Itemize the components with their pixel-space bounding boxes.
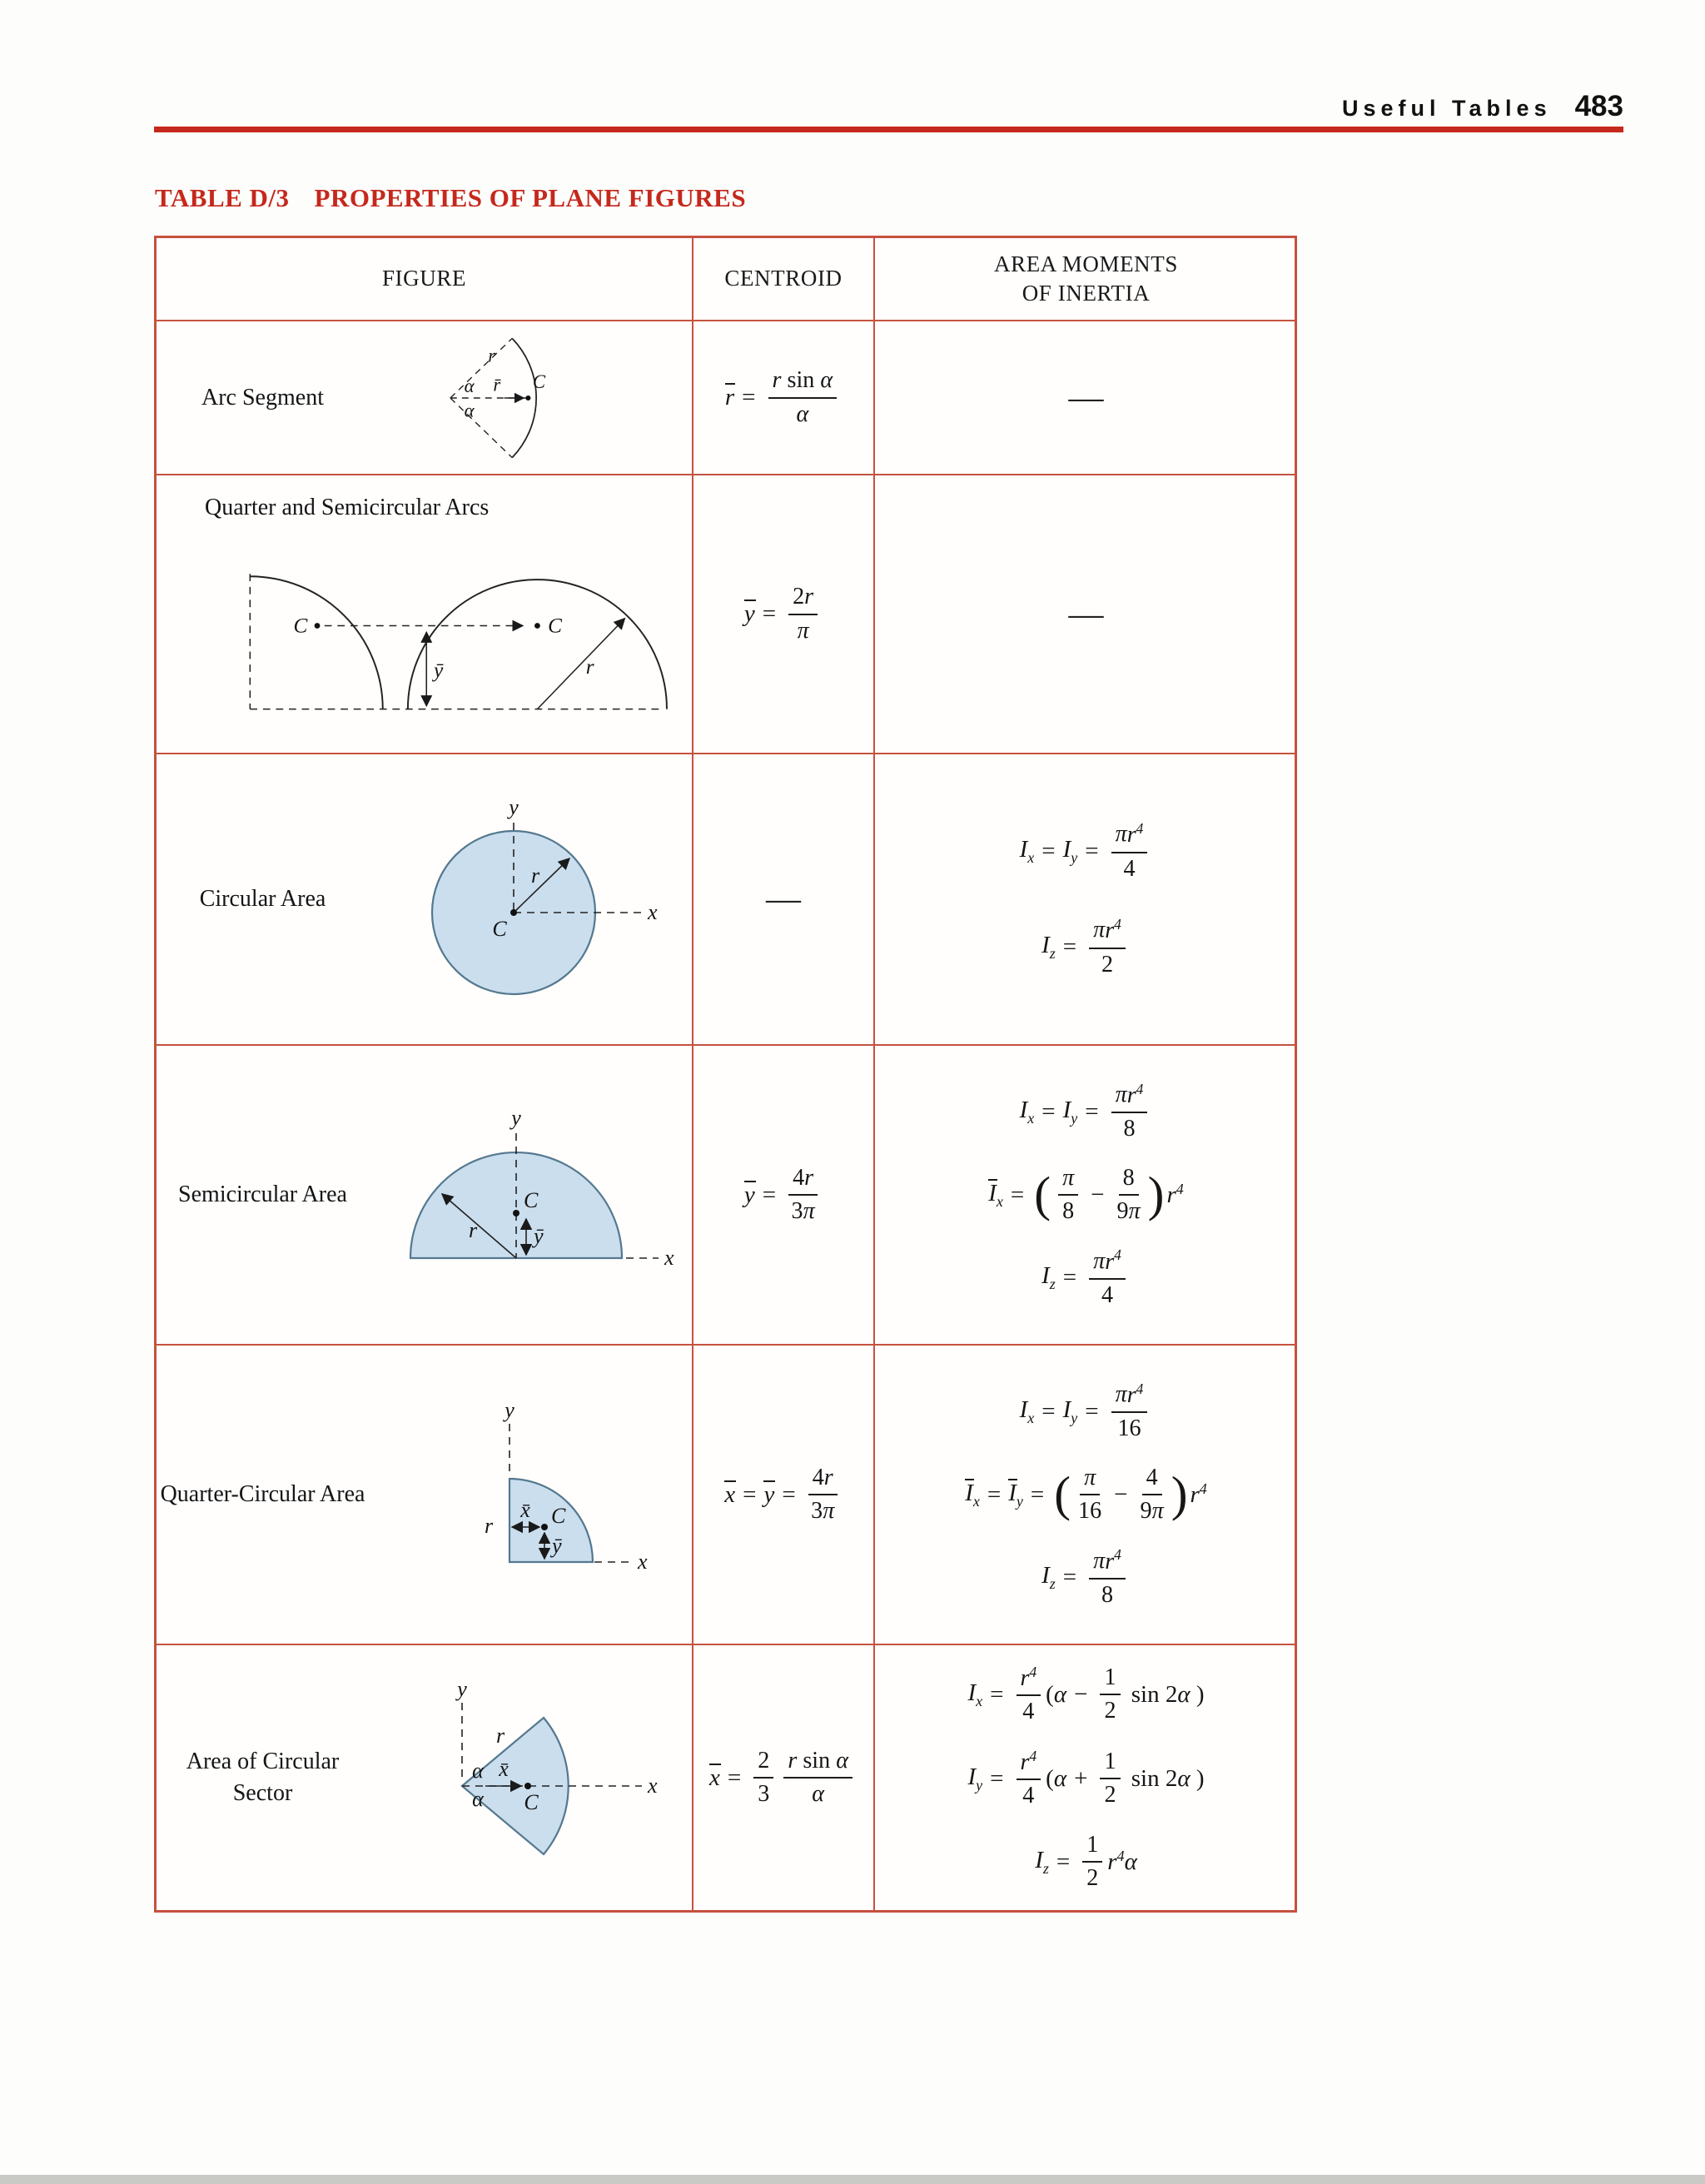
label-r: r — [530, 863, 540, 888]
centroid-formula: y = 2 r π — [744, 584, 823, 644]
column-header-centroid: CENTROID — [693, 238, 875, 321]
centroid-cell-circular — [693, 754, 875, 1046]
centroid-cell-sector — [693, 1645, 875, 1910]
table-title-label: TABLE D/3 — [155, 183, 290, 212]
inertia-formula: $I_x$ = ( $\frac{\pi}{8}$ − 8 9 π ) $r^4$ — [988, 1164, 1184, 1224]
label-centroid-c: C — [524, 1789, 539, 1814]
row-label-quarter: Quarter-Circular Area — [160, 1481, 365, 1508]
figure-cell-semicircular — [157, 1046, 693, 1346]
running-head-label: Useful Tables — [1342, 96, 1552, 121]
inertia-cell-arc-segment — [875, 321, 1297, 475]
quarter-circular-area-figure — [414, 1397, 648, 1585]
label-xbar: x̄ — [499, 1756, 509, 1781]
semicircular-area-figure — [387, 1105, 674, 1281]
inertia-cell-circular — [875, 754, 1297, 1046]
label-x-axis: x — [648, 1773, 658, 1798]
label-centroid-c: C — [532, 371, 546, 392]
label-alpha-lower: α — [464, 400, 475, 421]
centroid-formula: x = $\frac{2}{3}$ r sin α α — [709, 1748, 857, 1808]
centroid-cell-arc-segment — [693, 321, 875, 475]
row-label-circular: Circular Area — [199, 886, 326, 913]
inertia-formula: $I_x$ = $\frac{r^4}{4}$ ( α − $\frac{1}{2}$ sin 2 α ) — [967, 1663, 1205, 1725]
centroid-formula: r = r sin α α — [725, 367, 842, 428]
page-number: 483 — [1574, 90, 1623, 122]
inertia-formula: $I_x$ = $I_y$ = ( $\frac{\pi}{16}$ − 4 9 π ) $r^4$ — [965, 1464, 1207, 1524]
figure-cell-quarter — [157, 1346, 693, 1645]
row-label-semicircular: Semicircular Area — [178, 1182, 347, 1208]
label-r: r — [468, 1217, 477, 1242]
circular-sector-figure — [405, 1676, 658, 1872]
em-dash: — — [766, 880, 801, 918]
figure-cell-sector — [157, 1645, 693, 1910]
label-r: r — [488, 344, 496, 366]
inertia-formula: $I_x$ = $I_y$ = π $r^4$ 8 — [1020, 1081, 1153, 1143]
label-ybar: ȳ — [552, 1533, 562, 1558]
label-centroid-c: C — [551, 1503, 566, 1528]
inertia-cell-sector — [875, 1645, 1297, 1910]
centroid-formula: x = y = 4 r 3 π — [724, 1465, 842, 1525]
figure-cell-circular — [157, 754, 693, 1046]
column-header-inertia: AREA MOMENTS OF INERTIA — [875, 238, 1297, 321]
inertia-formula: $I_z$ = π $r^4$ 4 — [1041, 1246, 1131, 1309]
row-label-arc-segment: Arc Segment — [201, 384, 324, 410]
label-centroid-c: C — [492, 916, 507, 941]
label-ybar: ȳ — [533, 1223, 544, 1248]
table-title — [155, 183, 746, 213]
label-xbar: x̄ — [520, 1497, 530, 1522]
em-dash: — — [1068, 595, 1104, 634]
inertia-cell-semicircular — [875, 1046, 1297, 1346]
quarter-semicircular-arcs-figure — [221, 554, 675, 728]
label-rbar: r̄ — [493, 373, 501, 395]
inertia-cell-arcs — [875, 475, 1297, 754]
label-centroid-c-right: C — [548, 614, 562, 638]
header-rule — [154, 127, 1623, 132]
label-ybar: ȳ — [434, 658, 444, 682]
label-alpha-lower: α — [472, 1786, 484, 1811]
label-centroid-c-left: C — [293, 614, 308, 638]
label-r: r — [585, 654, 594, 679]
label-y-axis: y — [509, 794, 519, 819]
label-y-axis: y — [505, 1397, 514, 1422]
arc-segment-figure — [421, 332, 639, 464]
centroid-formula: y = 4 r 3 π — [744, 1165, 823, 1226]
label-alpha-upper: α — [472, 1758, 484, 1783]
circular-area-figure — [405, 794, 658, 1002]
label-centroid-c: C — [523, 1187, 538, 1212]
column-header-figure: FIGURE — [157, 238, 693, 321]
properties-table — [154, 236, 1297, 1913]
centroid-cell-semicircular — [693, 1046, 875, 1346]
inertia-formula: $I_x$ = $I_y$ = π $r^4$ 16 — [1020, 1381, 1153, 1443]
centroid-cell-arcs — [693, 475, 875, 754]
inertia-formula: $I_x$ = $I_y$ = π $r^4$ 4 — [1020, 820, 1153, 883]
label-x-axis: x — [638, 1549, 648, 1574]
inertia-formula: $I_z$ = π $r^4$ 2 — [1041, 916, 1131, 978]
centroid-cell-quarter — [693, 1346, 875, 1645]
row-label-arcs: Quarter and Semicircular Arcs — [205, 495, 490, 520]
label-x-axis: x — [648, 899, 658, 924]
inertia-formula: $I_z$ = $\frac{1}{2}$ $r^4$ α — [1035, 1831, 1137, 1892]
label-r: r — [495, 1723, 505, 1748]
running-head — [1342, 90, 1623, 123]
page-bottom-edge — [0, 2175, 1705, 2184]
inertia-formula: $I_z$ = π $r^4$ 8 — [1041, 1546, 1131, 1609]
inertia-cell-quarter — [875, 1346, 1297, 1645]
label-y-axis: y — [457, 1676, 467, 1701]
label-y-axis: y — [510, 1105, 521, 1130]
table-title-text: PROPERTIES OF PLANE FIGURES — [314, 183, 747, 212]
figure-cell-arc-segment — [157, 321, 693, 475]
inertia-formula: $I_y$ = $\frac{r^4}{4}$ ( α + $\frac{1}{2}$ sin 2 α ) — [967, 1747, 1205, 1809]
figure-cell-arcs — [157, 475, 693, 754]
row-label-sector: Area of Circular Sector — [186, 1749, 340, 1806]
em-dash: — — [1068, 378, 1104, 417]
label-r: r — [484, 1513, 494, 1538]
label-x-axis: x — [664, 1245, 674, 1270]
label-alpha-upper: α — [464, 375, 475, 396]
